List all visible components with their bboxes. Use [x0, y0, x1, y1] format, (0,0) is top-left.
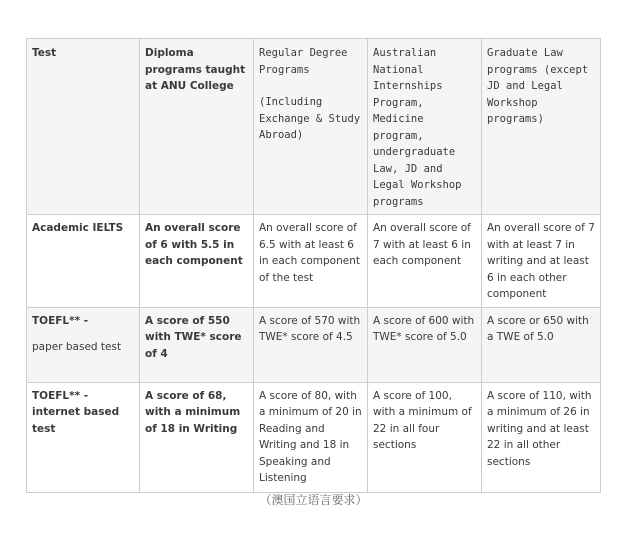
header-diploma: Diploma programs taught at ANU College	[140, 39, 254, 215]
row-toefl-internet-australian: A score of 100, with a minimum of 22 in all four sections	[368, 382, 482, 492]
row-toefl-internet-test: TOEFL** - internet based test	[27, 382, 140, 492]
row-ielts-test: Academic IELTS	[27, 215, 140, 308]
table-row-ielts	[27, 215, 601, 308]
row-toefl-internet-diploma: A score of 68, with a minimum of 18 in Writing	[140, 382, 254, 492]
table-header-row	[27, 39, 601, 215]
row-toefl-internet-graduate: A score of 110, with a minimum of 26 in writing and at least 22 in all other sections	[482, 382, 601, 492]
header-regular-title: Regular Degree Programs	[259, 47, 348, 76]
table-row-toefl-internet	[27, 382, 601, 492]
header-australian: Australian National Internships Program, Medicine program, undergraduate Law, JD and Legal Workshop programs	[368, 39, 482, 215]
language-requirements-table	[26, 38, 601, 493]
row-ielts-regular: An overall score of 6.5 with at least 6 in each component of the test	[254, 215, 368, 308]
header-regular	[254, 39, 368, 215]
row-toefl-paper-test-sub: paper based test	[32, 341, 122, 353]
row-toefl-paper-regular: A score of 570 with TWE* score of 4.5	[254, 307, 368, 382]
row-toefl-paper-diploma: A score of 550 with TWE* score of 4	[140, 307, 254, 382]
header-regular-note: (Including Exchange & Study Abroad)	[259, 96, 361, 141]
table-row-toefl-paper	[27, 307, 601, 382]
row-ielts-graduate: An overall score of 7 with at least 7 in writing and at least 6 in each other component	[482, 215, 601, 308]
header-test: Test	[27, 39, 140, 215]
row-toefl-paper-graduate: A score or 650 with a TWE of 5.0	[482, 307, 601, 382]
image-caption: （澳国立语言要求）	[259, 493, 368, 507]
row-toefl-paper-australian: A score of 600 with TWE* score of 5.0	[368, 307, 482, 382]
header-graduate: Graduate Law programs (except JD and Legal Workshop programs)	[482, 39, 601, 215]
row-toefl-internet-regular: A score of 80, with a minimum of 20 in Reading and Writing and 18 in Speaking and Listening	[254, 382, 368, 492]
row-ielts-diploma: An overall score of 6 with 5.5 in each component	[140, 215, 254, 308]
row-toefl-paper-test	[27, 307, 140, 382]
row-ielts-australian: An overall score of 7 with at least 6 in each component	[368, 215, 482, 308]
row-toefl-paper-test-label: TOEFL** -	[32, 314, 89, 327]
